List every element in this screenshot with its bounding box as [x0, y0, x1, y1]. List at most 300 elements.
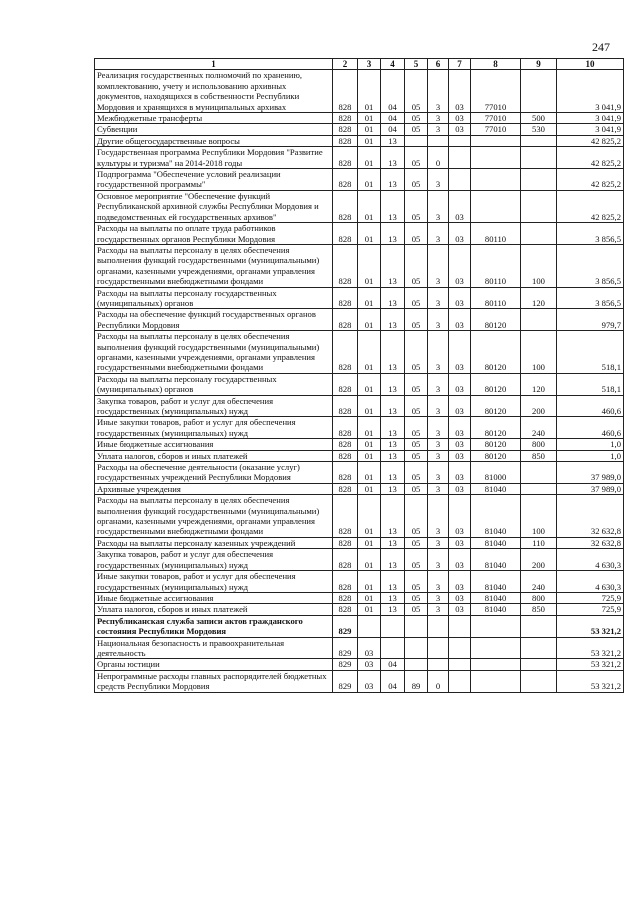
row-cell-4: 04 — [381, 124, 405, 135]
row-cell-4: 13 — [381, 495, 405, 538]
row-cell-6: 3 — [428, 244, 449, 287]
row-description: Государственная программа Республики Мордовия "Развитие культуры и туризма" на 2014-2018 годы — [95, 147, 333, 169]
row-cell-5: 05 — [405, 287, 428, 309]
row-cell-2: 828 — [333, 135, 358, 146]
row-cell-9 — [521, 659, 557, 670]
row-cell-10: 3 041,9 — [557, 113, 624, 124]
row-cell-6: 0 — [428, 147, 449, 169]
row-cell-7 — [449, 147, 471, 169]
row-cell-6: 3 — [428, 604, 449, 615]
row-cell-3: 01 — [358, 113, 381, 124]
row-cell-4: 13 — [381, 537, 405, 548]
table-row — [95, 483, 624, 494]
row-cell-7: 03 — [449, 113, 471, 124]
row-description: Расходы на выплаты персоналу казенных учреждений — [95, 537, 333, 548]
table-row — [95, 147, 624, 169]
row-cell-9 — [521, 135, 557, 146]
row-cell-5: 05 — [405, 223, 428, 245]
row-cell-7: 03 — [449, 395, 471, 417]
row-cell-4: 13 — [381, 147, 405, 169]
row-cell-4: 13 — [381, 373, 405, 395]
row-description: Другие общегосударственные вопросы — [95, 135, 333, 146]
row-description: Республиканская служба записи актов гражданского состояния Республики Мордовия — [95, 615, 333, 637]
row-cell-7: 03 — [449, 537, 471, 548]
row-cell-5: 05 — [405, 462, 428, 484]
row-cell-2: 828 — [333, 70, 358, 113]
col-header: 10 — [557, 59, 624, 70]
row-cell-10: 53 321,2 — [557, 670, 624, 692]
row-cell-5: 05 — [405, 244, 428, 287]
row-cell-7: 03 — [449, 571, 471, 593]
row-cell-10: 725,9 — [557, 592, 624, 603]
row-cell-6: 3 — [428, 331, 449, 374]
row-cell-3: 01 — [358, 592, 381, 603]
row-cell-2: 828 — [333, 373, 358, 395]
row-cell-5: 05 — [405, 571, 428, 593]
row-cell-9 — [521, 70, 557, 113]
row-cell-5: 05 — [405, 395, 428, 417]
row-cell-7: 03 — [449, 309, 471, 331]
row-cell-4: 04 — [381, 113, 405, 124]
row-cell-7: 03 — [449, 439, 471, 450]
row-cell-5: 05 — [405, 169, 428, 191]
row-cell-3: 01 — [358, 495, 381, 538]
row-description: Расходы на выплаты персоналу государственных (муниципальных) органов — [95, 373, 333, 395]
row-cell-3: 01 — [358, 331, 381, 374]
table-row — [95, 439, 624, 450]
row-cell-7: 03 — [449, 483, 471, 494]
row-cell-2: 828 — [333, 462, 358, 484]
table-row — [95, 309, 624, 331]
row-cell-3: 01 — [358, 604, 381, 615]
row-cell-2: 828 — [333, 244, 358, 287]
row-cell-7 — [449, 135, 471, 146]
row-cell-8: 81040 — [471, 604, 521, 615]
row-cell-10: 42 825,2 — [557, 147, 624, 169]
col-header: 9 — [521, 59, 557, 70]
row-cell-2: 828 — [333, 571, 358, 593]
row-cell-10: 4 630,3 — [557, 571, 624, 593]
row-cell-7 — [449, 670, 471, 692]
row-cell-7: 03 — [449, 244, 471, 287]
row-description: Расходы на выплаты персоналу в целях обеспечения выполнения функций государственными (муниципальными) органами, казенными учреждениями, органами управления государственными внебюджетными фондами — [95, 495, 333, 538]
row-cell-4: 13 — [381, 331, 405, 374]
col-header: 8 — [471, 59, 521, 70]
row-cell-7: 03 — [449, 592, 471, 603]
row-description: Субвенции — [95, 124, 333, 135]
row-cell-6: 3 — [428, 309, 449, 331]
row-cell-9 — [521, 615, 557, 637]
row-cell-7: 03 — [449, 549, 471, 571]
row-cell-5: 05 — [405, 309, 428, 331]
row-cell-5: 05 — [405, 495, 428, 538]
row-description: Реализация государственных полномочий по хранению, комплектованию, учету и использованию архивных документов, находящихся в собственности Республики Мордовия и хранящихся в муниципальных архивах — [95, 70, 333, 113]
row-description: Иные бюджетные ассигнования — [95, 592, 333, 603]
row-cell-2: 828 — [333, 439, 358, 450]
row-cell-8: 80120 — [471, 417, 521, 439]
row-cell-4: 13 — [381, 169, 405, 191]
row-cell-2: 829 — [333, 615, 358, 637]
row-cell-6: 3 — [428, 70, 449, 113]
row-cell-4: 13 — [381, 309, 405, 331]
row-cell-10: 1,0 — [557, 450, 624, 461]
row-cell-8 — [471, 135, 521, 146]
row-cell-2: 828 — [333, 331, 358, 374]
row-cell-7 — [449, 615, 471, 637]
row-cell-7: 03 — [449, 373, 471, 395]
row-cell-10: 42 825,2 — [557, 135, 624, 146]
row-cell-8 — [471, 147, 521, 169]
row-description: Расходы на обеспечение функций государственных органов Республики Мордовия — [95, 309, 333, 331]
row-cell-8: 77010 — [471, 70, 521, 113]
row-cell-7: 03 — [449, 462, 471, 484]
row-cell-7: 03 — [449, 223, 471, 245]
row-cell-7: 03 — [449, 604, 471, 615]
row-cell-6: 3 — [428, 373, 449, 395]
row-cell-8 — [471, 615, 521, 637]
row-cell-10: 53 321,2 — [557, 615, 624, 637]
row-cell-9 — [521, 462, 557, 484]
row-cell-2: 829 — [333, 659, 358, 670]
row-cell-8 — [471, 659, 521, 670]
row-cell-8: 80110 — [471, 223, 521, 245]
row-cell-3: 01 — [358, 309, 381, 331]
row-cell-4: 13 — [381, 604, 405, 615]
table-row — [95, 495, 624, 538]
row-cell-2: 828 — [333, 417, 358, 439]
row-cell-8: 80120 — [471, 309, 521, 331]
row-cell-2: 828 — [333, 190, 358, 222]
row-description: Органы юстиции — [95, 659, 333, 670]
row-cell-10: 32 632,8 — [557, 537, 624, 548]
row-cell-2: 828 — [333, 309, 358, 331]
row-cell-9 — [521, 169, 557, 191]
row-cell-9: 110 — [521, 537, 557, 548]
row-cell-9: 200 — [521, 549, 557, 571]
row-cell-8: 77010 — [471, 124, 521, 135]
row-cell-8: 81040 — [471, 571, 521, 593]
row-cell-7: 03 — [449, 287, 471, 309]
row-cell-3: 01 — [358, 287, 381, 309]
row-cell-6: 3 — [428, 537, 449, 548]
row-cell-5: 05 — [405, 483, 428, 494]
row-cell-10: 3 041,9 — [557, 70, 624, 113]
row-cell-3: 01 — [358, 571, 381, 593]
row-cell-9: 100 — [521, 244, 557, 287]
row-description: Национальная безопасность и правоохранительная деятельность — [95, 637, 333, 659]
row-cell-4: 13 — [381, 287, 405, 309]
row-description: Непрограммные расходы главных распорядителей бюджетных средств Республики Мордовия — [95, 670, 333, 692]
row-cell-3: 01 — [358, 124, 381, 135]
col-header: 6 — [428, 59, 449, 70]
table-row — [95, 169, 624, 191]
row-cell-6 — [428, 637, 449, 659]
row-cell-8: 81040 — [471, 495, 521, 538]
row-cell-2: 828 — [333, 223, 358, 245]
row-cell-8: 80110 — [471, 287, 521, 309]
row-cell-6: 3 — [428, 287, 449, 309]
row-cell-3: 01 — [358, 70, 381, 113]
row-cell-4 — [381, 637, 405, 659]
row-cell-7: 03 — [449, 124, 471, 135]
row-cell-2: 828 — [333, 549, 358, 571]
row-cell-4: 13 — [381, 549, 405, 571]
row-cell-4: 13 — [381, 439, 405, 450]
page-number: 247 — [592, 40, 610, 54]
table-row — [95, 395, 624, 417]
row-description: Уплата налогов, сборов и иных платежей — [95, 450, 333, 461]
row-cell-4: 13 — [381, 395, 405, 417]
table-row — [95, 615, 624, 637]
row-cell-6: 3 — [428, 223, 449, 245]
row-cell-5: 05 — [405, 190, 428, 222]
row-cell-5 — [405, 135, 428, 146]
row-cell-6: 3 — [428, 571, 449, 593]
row-cell-4: 04 — [381, 670, 405, 692]
table-row — [95, 70, 624, 113]
table-row — [95, 637, 624, 659]
row-description: Иные закупки товаров, работ и услуг для обеспечения государственных (муниципальных) нужд — [95, 417, 333, 439]
row-cell-4: 13 — [381, 223, 405, 245]
row-cell-3 — [358, 615, 381, 637]
table-row — [95, 659, 624, 670]
row-cell-2: 828 — [333, 592, 358, 603]
row-cell-8: 80120 — [471, 439, 521, 450]
row-cell-3: 01 — [358, 373, 381, 395]
row-description: Основное мероприятие "Обеспечение функций Республиканской архивной службы Республики Мордовия и подведомственных ей государственных архивов" — [95, 190, 333, 222]
row-cell-3: 01 — [358, 417, 381, 439]
row-cell-6: 0 — [428, 670, 449, 692]
row-cell-10: 979,7 — [557, 309, 624, 331]
row-cell-5: 05 — [405, 124, 428, 135]
row-cell-2: 828 — [333, 147, 358, 169]
row-cell-8: 80120 — [471, 450, 521, 461]
col-header: 4 — [381, 59, 405, 70]
row-description: Подпрограмма "Обеспечение условий реализации государственной программы" — [95, 169, 333, 191]
row-cell-2: 828 — [333, 537, 358, 548]
row-cell-7: 03 — [449, 331, 471, 374]
row-cell-10: 3 856,5 — [557, 287, 624, 309]
row-cell-2: 828 — [333, 483, 358, 494]
col-header: 3 — [358, 59, 381, 70]
table-row — [95, 223, 624, 245]
row-cell-9: 120 — [521, 287, 557, 309]
row-cell-2: 828 — [333, 450, 358, 461]
row-cell-5 — [405, 637, 428, 659]
row-cell-8 — [471, 670, 521, 692]
table-row — [95, 670, 624, 692]
row-cell-6: 3 — [428, 592, 449, 603]
row-cell-3: 01 — [358, 190, 381, 222]
row-cell-7: 03 — [449, 495, 471, 538]
row-cell-9 — [521, 147, 557, 169]
col-header: 7 — [449, 59, 471, 70]
row-cell-6: 3 — [428, 549, 449, 571]
row-description: Уплата налогов, сборов и иных платежей — [95, 604, 333, 615]
row-cell-4: 04 — [381, 659, 405, 670]
col-header: 1 — [95, 59, 333, 70]
row-description: Расходы на обеспечение деятельности (оказание услуг) государственных учреждений Республики Мордовия — [95, 462, 333, 484]
row-cell-8: 80120 — [471, 331, 521, 374]
row-cell-5: 05 — [405, 592, 428, 603]
row-cell-7 — [449, 637, 471, 659]
row-cell-10: 518,1 — [557, 373, 624, 395]
row-cell-5: 05 — [405, 331, 428, 374]
row-cell-10: 460,6 — [557, 417, 624, 439]
header-row — [95, 59, 624, 70]
table-row — [95, 244, 624, 287]
row-cell-3: 01 — [358, 169, 381, 191]
table-row — [95, 592, 624, 603]
table-row — [95, 549, 624, 571]
row-cell-6: 3 — [428, 113, 449, 124]
row-cell-9: 240 — [521, 571, 557, 593]
row-cell-2: 828 — [333, 113, 358, 124]
row-description: Иные закупки товаров, работ и услуг для обеспечения государственных (муниципальных) нужд — [95, 571, 333, 593]
row-description: Расходы на выплаты персоналу в целях обеспечения выполнения функций государственными (муниципальными) органами, казенными учреждениями, органами управления государственными внебюджетными фондами — [95, 244, 333, 287]
row-cell-4: 13 — [381, 483, 405, 494]
row-cell-6: 3 — [428, 495, 449, 538]
row-cell-6: 3 — [428, 462, 449, 484]
row-cell-4: 13 — [381, 592, 405, 603]
row-cell-5: 05 — [405, 373, 428, 395]
row-cell-4: 13 — [381, 190, 405, 222]
table-row — [95, 604, 624, 615]
row-cell-9: 200 — [521, 395, 557, 417]
row-cell-4 — [381, 615, 405, 637]
row-cell-4: 13 — [381, 571, 405, 593]
budget-table — [94, 58, 624, 693]
row-cell-9: 120 — [521, 373, 557, 395]
row-cell-10: 37 989,0 — [557, 462, 624, 484]
row-cell-2: 828 — [333, 124, 358, 135]
row-cell-10: 42 825,2 — [557, 169, 624, 191]
row-cell-3: 01 — [358, 549, 381, 571]
row-cell-10: 42 825,2 — [557, 190, 624, 222]
row-cell-2: 828 — [333, 495, 358, 538]
row-cell-7: 03 — [449, 417, 471, 439]
row-cell-5 — [405, 659, 428, 670]
row-cell-10: 53 321,2 — [557, 637, 624, 659]
row-cell-2: 828 — [333, 604, 358, 615]
row-cell-4: 13 — [381, 135, 405, 146]
row-cell-3: 03 — [358, 670, 381, 692]
table-row — [95, 190, 624, 222]
row-cell-3: 01 — [358, 147, 381, 169]
row-cell-10: 53 321,2 — [557, 659, 624, 670]
row-cell-9: 530 — [521, 124, 557, 135]
row-cell-8: 77010 — [471, 113, 521, 124]
row-cell-6: 3 — [428, 483, 449, 494]
row-cell-6: 3 — [428, 439, 449, 450]
row-cell-9: 500 — [521, 113, 557, 124]
row-cell-9 — [521, 309, 557, 331]
row-cell-6 — [428, 659, 449, 670]
row-cell-8 — [471, 190, 521, 222]
row-cell-6: 3 — [428, 395, 449, 417]
row-cell-3: 03 — [358, 659, 381, 670]
row-cell-8: 81040 — [471, 549, 521, 571]
row-cell-6 — [428, 135, 449, 146]
row-cell-3: 01 — [358, 439, 381, 450]
row-cell-9: 800 — [521, 592, 557, 603]
row-cell-6 — [428, 615, 449, 637]
row-cell-3: 01 — [358, 462, 381, 484]
row-cell-10: 1,0 — [557, 439, 624, 450]
row-cell-5: 05 — [405, 417, 428, 439]
table-row — [95, 450, 624, 461]
row-cell-3: 01 — [358, 395, 381, 417]
row-cell-8: 80120 — [471, 373, 521, 395]
row-description: Расходы на выплаты персоналу государственных (муниципальных) органов — [95, 287, 333, 309]
row-cell-8: 81040 — [471, 537, 521, 548]
row-cell-10: 725,9 — [557, 604, 624, 615]
row-cell-9 — [521, 190, 557, 222]
col-header: 2 — [333, 59, 358, 70]
row-cell-9 — [521, 670, 557, 692]
row-cell-3: 03 — [358, 637, 381, 659]
row-cell-3: 01 — [358, 223, 381, 245]
row-cell-5: 05 — [405, 113, 428, 124]
table-row — [95, 331, 624, 374]
table-row — [95, 462, 624, 484]
row-cell-9: 100 — [521, 495, 557, 538]
row-cell-8: 80120 — [471, 395, 521, 417]
row-cell-10: 3 041,9 — [557, 124, 624, 135]
table-row — [95, 124, 624, 135]
col-header: 5 — [405, 59, 428, 70]
row-cell-7: 03 — [449, 190, 471, 222]
row-cell-4: 13 — [381, 450, 405, 461]
row-cell-8: 80110 — [471, 244, 521, 287]
row-cell-10: 4 630,3 — [557, 549, 624, 571]
row-cell-9: 800 — [521, 439, 557, 450]
row-cell-2: 829 — [333, 670, 358, 692]
row-description: Расходы на выплаты по оплате труда работников государственных органов Республики Мордовия — [95, 223, 333, 245]
row-cell-3: 01 — [358, 450, 381, 461]
row-cell-10: 32 632,8 — [557, 495, 624, 538]
row-cell-5 — [405, 615, 428, 637]
row-cell-6: 3 — [428, 417, 449, 439]
row-cell-8 — [471, 169, 521, 191]
row-cell-10: 460,6 — [557, 395, 624, 417]
row-cell-6: 3 — [428, 169, 449, 191]
row-cell-3: 01 — [358, 483, 381, 494]
row-cell-8: 81000 — [471, 462, 521, 484]
row-cell-4: 13 — [381, 462, 405, 484]
row-description: Закупка товаров, работ и услуг для обеспечения государственных (муниципальных) нужд — [95, 395, 333, 417]
row-description: Расходы на выплаты персоналу в целях обеспечения выполнения функций государственными (муниципальными) органами, казенными учреждениями, органами управления государственными внебюджетными фондами — [95, 331, 333, 374]
row-cell-9: 850 — [521, 604, 557, 615]
table-row — [95, 537, 624, 548]
row-cell-3: 01 — [358, 244, 381, 287]
row-cell-7: 03 — [449, 70, 471, 113]
row-cell-8: 81040 — [471, 483, 521, 494]
row-cell-8: 81040 — [471, 592, 521, 603]
table-row — [95, 135, 624, 146]
table-row — [95, 571, 624, 593]
row-cell-5: 05 — [405, 450, 428, 461]
row-cell-2: 829 — [333, 637, 358, 659]
row-cell-6: 3 — [428, 124, 449, 135]
row-cell-4: 04 — [381, 70, 405, 113]
row-cell-7 — [449, 169, 471, 191]
row-cell-10: 518,1 — [557, 331, 624, 374]
table-row — [95, 373, 624, 395]
row-cell-9 — [521, 483, 557, 494]
row-cell-10: 3 856,5 — [557, 223, 624, 245]
row-cell-2: 828 — [333, 395, 358, 417]
